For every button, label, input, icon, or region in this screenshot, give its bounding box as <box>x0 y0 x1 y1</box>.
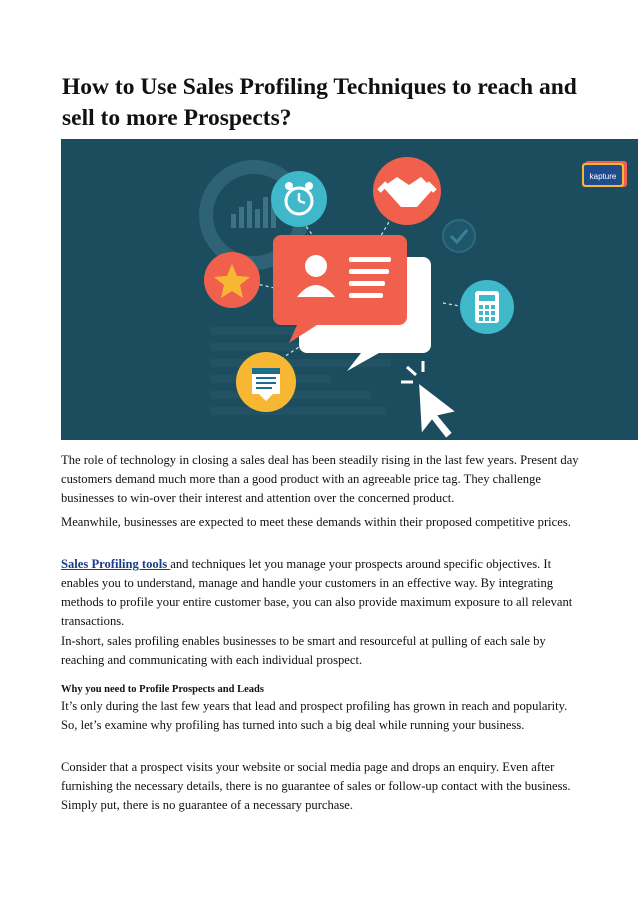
handshake-icon <box>373 157 441 225</box>
paragraph-competitive-prices: Meanwhile, businesses are expected to meet these demands within their proposed competitive prices. <box>61 515 571 529</box>
alarm-clock-icon <box>271 171 327 227</box>
kapture-logo-text: kapture <box>589 172 617 181</box>
article-title: How to Use Sales Profiling Techniques to reach and sell to more Prospects? <box>62 74 577 131</box>
paragraph-last-few-years: It’s only during the last few years that lead and prospect profiling has grown in reach and popularity. So, let’s examine why profiling has turned into such a big deal while running your business. <box>61 699 568 732</box>
paragraph-sales-profiling-tools <box>61 555 581 631</box>
document-icon <box>236 352 296 412</box>
hero-illustration <box>61 139 638 440</box>
calculator-icon <box>460 280 514 334</box>
paragraph-sales-profiling-text: and techniques let you manage your prospects around specific objectives. It enables you to understand, manage and handle your customers in an effective way. By integrating methods to profile your entire customer base, you can also provide maximum exposure to all relevant transactions. <box>61 557 573 628</box>
kapture-logo <box>582 161 627 187</box>
cursor-icon <box>401 361 457 439</box>
sales-profiling-tools-link[interactable]: Sales Profiling tools <box>61 557 171 571</box>
paragraph-intro: The role of technology in closing a sales deal has been steadily rising in the last few years. Present day customers demand much more than a good product with an agreeable price tag. They challenge businesses to win-over their interest and attention over the concerned product. <box>61 453 579 505</box>
star-icon <box>204 252 260 308</box>
section-subheading: Why you need to Profile Prospects and Leads <box>61 684 264 695</box>
checkmark-icon <box>443 220 475 252</box>
paragraph-in-short: In-short, sales profiling enables businesses to be smart and resourceful at pulling of each sale by reaching and communicating with each individual prospect. <box>61 634 546 667</box>
paragraph-consider-prospect: Consider that a prospect visits your website or social media page and drops an enquiry. Even after furnishing the necessary details, there is no guarantee of sales or follow-up contact with the business. Simply put, there is no guarantee of a necessary purchase. <box>61 760 571 812</box>
